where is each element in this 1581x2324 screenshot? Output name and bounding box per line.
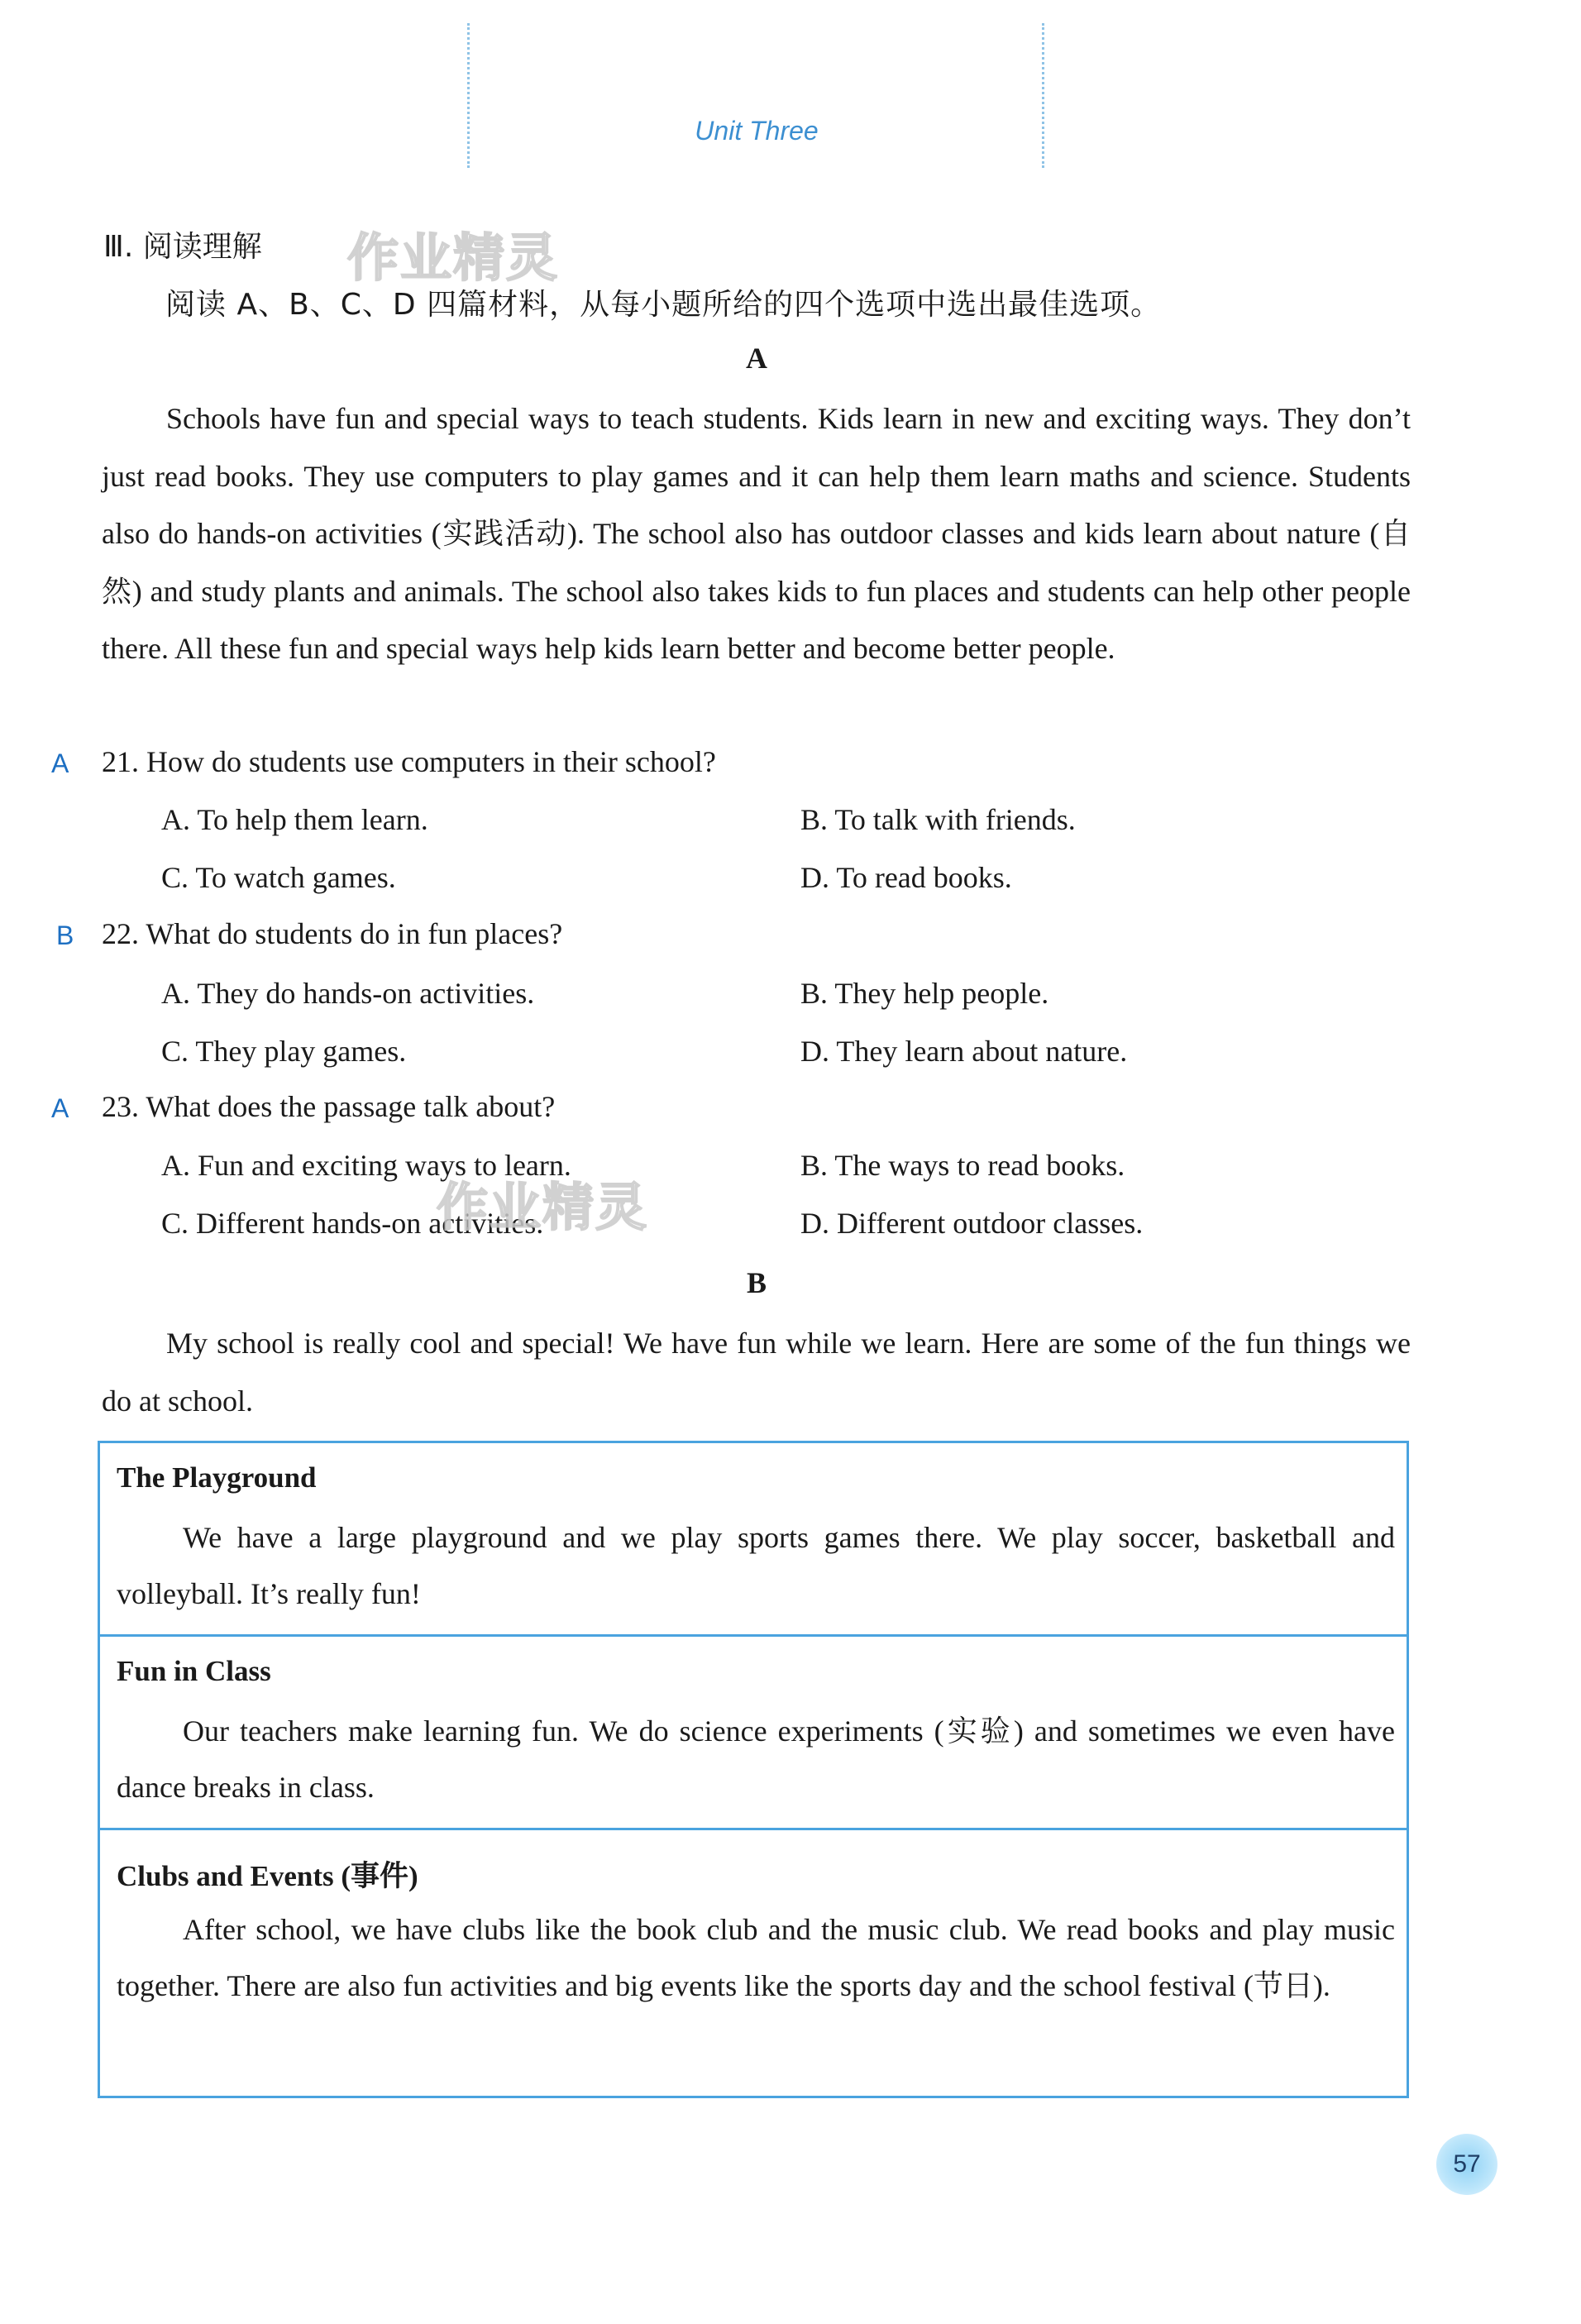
section-heading: Ⅲ. 阅读理解 [103, 230, 262, 264]
passage-a-text: Schools have fun and special ways to teach students. Kids learn in new and exciting ways. They don’t just read books. They use computers to play games and it can help them learn maths and science. Students also do hands-on activities (实践活动). The school also has outdoor classes and kids learn about nature (自然) and study plants and animals. The school also takes kids to fun places and students can help other people there. All these fun and special ways help kids learn better and become better people. [102, 402, 1411, 666]
answer-23: A [51, 1093, 69, 1123]
option-21-b: B. To talk with friends. [800, 803, 1076, 836]
passage-a-label: A [746, 342, 767, 375]
box-text-playground: We have a large playground and we play sports games there. We play soccer, basketball and volleyball. It’s really fun! [117, 1521, 1395, 1610]
box-text-clubs-events: After school, we have clubs like the book club and the music club. We read books and play music together. There are also fun activities and big events like the sports day and the school festival (节日). [117, 1913, 1395, 2002]
option-23-a: A. Fun and exciting ways to learn. [161, 1149, 571, 1182]
option-21-a: A. To help them learn. [161, 803, 428, 836]
option-22-a: A. They do hands-on activities. [161, 977, 535, 1010]
page-number: 57 [1436, 2134, 1497, 2195]
box-section-playground [100, 1443, 1407, 1637]
instruction: 阅读 A、B、C、D 四篇材料，从每小题所给的四个选项中选出最佳选项。 [165, 288, 1162, 322]
passage-b-box [98, 1441, 1409, 2098]
question-23: 23. What does the passage talk about? [102, 1090, 556, 1123]
option-23-d: D. Different outdoor classes. [800, 1207, 1144, 1240]
option-21-c: C. To watch games. [161, 861, 396, 894]
unit-title: Unit Three [695, 116, 819, 146]
box-title-fun-in-class: Fun in Class [117, 1655, 271, 1687]
option-21-d: D. To read books. [800, 861, 1012, 894]
answer-21: A [51, 748, 69, 778]
option-23-c: C. Different hands-on activities. [161, 1207, 544, 1240]
option-23-b: B. The ways to read books. [800, 1149, 1125, 1182]
box-title-clubs-events: Clubs and Events (事件) [117, 1860, 418, 1892]
box-title-playground: The Playground [117, 1461, 317, 1494]
question-21: 21. How do students use computers in their school? [102, 745, 716, 778]
option-22-c: C. They play games. [161, 1035, 407, 1068]
answer-22: B [56, 921, 74, 950]
option-22-b: B. They help people. [800, 977, 1049, 1010]
option-22-d: D. They learn about nature. [800, 1035, 1128, 1068]
passage-b-label: B [746, 1266, 767, 1299]
watermark-2: 作业精灵 [437, 1177, 649, 1237]
box-text-fun-in-class: Our teachers make learning fun. We do science experiments (实验) and sometimes we even have dance breaks in class. [117, 1714, 1395, 1804]
box-section-clubs-events [100, 1830, 1407, 2096]
question-22: 22. What do students do in fun places? [102, 917, 563, 950]
passage-b-intro: My school is really cool and special! We have fun while we learn. Here are some of the fun things we do at school. [102, 1327, 1411, 1418]
box-section-fun-in-class [100, 1637, 1407, 1830]
watermark: 作业精灵 [347, 227, 560, 288]
